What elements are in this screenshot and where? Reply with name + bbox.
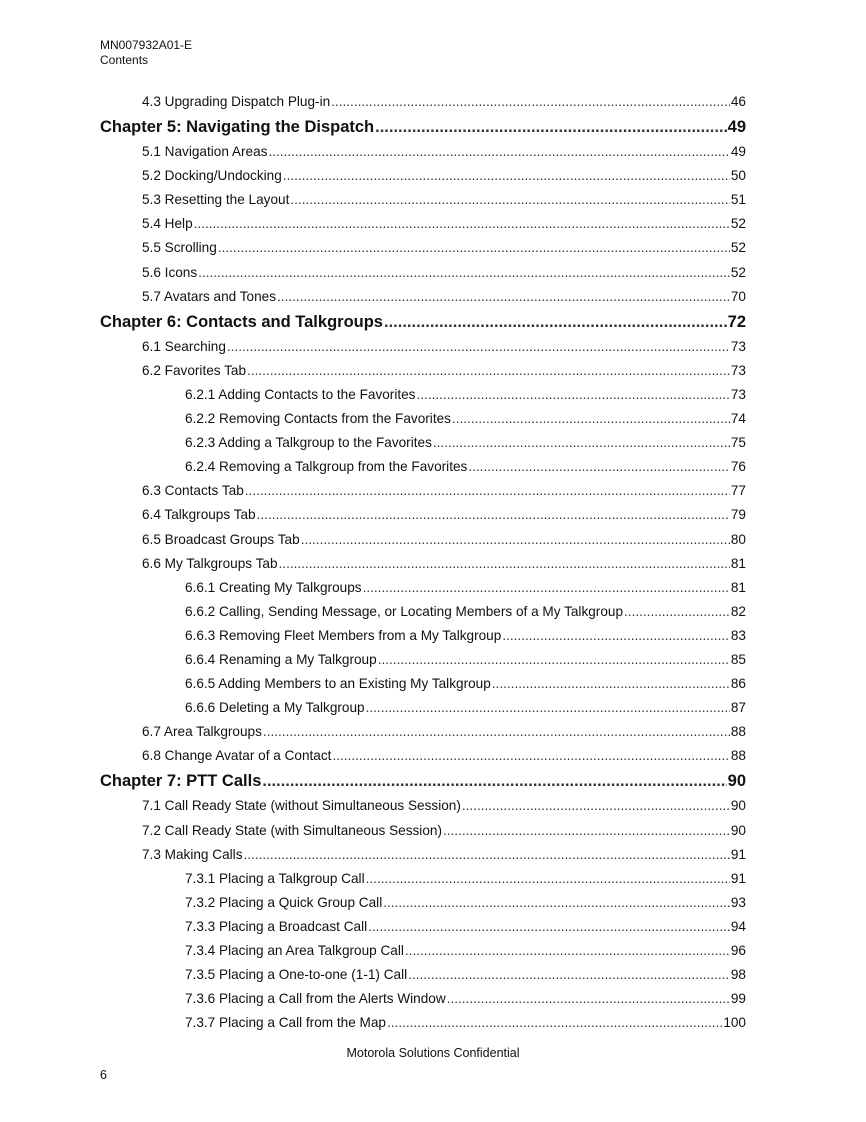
toc-entry-title: 7.3.1 Placing a Talkgroup Call (185, 870, 365, 886)
toc-entry[interactable] (100, 648, 746, 672)
toc-entry[interactable] (100, 552, 746, 576)
toc-entry[interactable] (100, 188, 746, 212)
toc-entry[interactable] (100, 939, 746, 963)
toc-entry[interactable] (100, 383, 746, 407)
toc-entry-page: 87 (730, 700, 746, 716)
toc-entry[interactable] (100, 528, 746, 552)
toc-entry-title: 7.3 Making Calls (142, 846, 243, 862)
dot-leader (384, 309, 727, 335)
dot-leader (452, 407, 730, 431)
toc-entry-page: 88 (730, 724, 746, 740)
toc-entry[interactable] (100, 140, 746, 164)
toc-entry-page: 93 (730, 894, 746, 910)
toc-entry-title: 7.2 Call Ready State (with Simultaneous Session) (142, 822, 442, 838)
toc-entry-title: Chapter 6: Contacts and Talkgroups (100, 312, 383, 331)
toc-entry-page: 72 (727, 312, 746, 331)
toc-entry-page: 85 (730, 651, 746, 667)
dot-leader (368, 915, 730, 939)
toc-entry[interactable] (100, 479, 746, 503)
toc-entry-page: 52 (730, 264, 746, 280)
toc-entry[interactable] (100, 455, 746, 479)
toc-entry-page: 73 (730, 362, 746, 378)
toc-entry-page: 86 (730, 676, 746, 692)
toc-entry[interactable] (100, 212, 746, 236)
dot-leader (257, 503, 730, 527)
toc-entry[interactable] (100, 963, 746, 987)
dot-leader (268, 140, 729, 164)
toc-entry-page: 100 (723, 1015, 746, 1031)
dot-leader (331, 90, 730, 114)
dot-leader (263, 720, 730, 744)
toc-entry[interactable] (100, 1011, 746, 1035)
toc-entry-page: 80 (730, 531, 746, 547)
dot-leader (433, 431, 730, 455)
toc-entry[interactable] (100, 261, 746, 285)
toc-entry-title: 6.2.1 Adding Contacts to the Favorites (185, 386, 416, 402)
toc-entry[interactable] (100, 794, 746, 818)
dot-leader (218, 236, 730, 260)
toc-entry-title: 5.6 Icons (142, 264, 198, 280)
toc-entry-title: 6.5 Broadcast Groups Tab (142, 531, 300, 547)
toc-entry-page: 73 (730, 386, 746, 402)
toc-entry-title: 6.6.1 Creating My Talkgroups (185, 579, 362, 595)
toc-entry-page: 76 (730, 459, 746, 475)
toc-entry-page: 77 (730, 483, 746, 499)
toc-chapter-entry[interactable] (100, 114, 746, 140)
toc-entry[interactable] (100, 987, 746, 1011)
dot-leader (405, 939, 730, 963)
toc-entry-title: 7.3.4 Placing an Area Talkgroup Call (185, 943, 404, 958)
toc-entry[interactable] (100, 359, 746, 383)
dot-leader (492, 672, 730, 696)
toc-entry-title: 6.2.4 Removing a Talkgroup from the Favorites (185, 459, 468, 475)
toc-entry-page: 90 (730, 822, 746, 838)
toc-entry-page: 91 (730, 870, 746, 886)
toc-entry-page: 99 (730, 991, 746, 1007)
toc-entry-title: 6.7 Area Talkgroups (142, 724, 262, 740)
dot-leader (366, 696, 730, 720)
dot-leader (366, 867, 730, 891)
dot-leader (279, 552, 730, 576)
toc-entry-page: 83 (730, 627, 746, 643)
toc-entry[interactable] (100, 696, 746, 720)
toc-entry-title: 6.2 Favorites Tab (142, 362, 247, 378)
toc-entry-page: 96 (730, 943, 746, 958)
dot-leader (387, 1011, 722, 1035)
header-section: Contents (100, 53, 149, 67)
toc-chapter-entry[interactable] (100, 768, 746, 794)
toc-entry-page: 52 (730, 216, 746, 232)
toc-entry[interactable] (100, 819, 746, 843)
toc-entry-title: 6.4 Talkgroups Tab (142, 507, 256, 523)
toc-entry[interactable] (100, 431, 746, 455)
toc-entry-title: 6.3 Contacts Tab (142, 483, 244, 499)
toc-entry-title: 7.3.7 Placing a Call from the Map (185, 1015, 386, 1031)
dot-leader (290, 188, 730, 212)
dot-leader (198, 261, 730, 285)
dot-leader (447, 987, 730, 1011)
toc-entry-title: 5.7 Avatars and Tones (142, 288, 277, 304)
toc-entry-title: 5.3 Resetting the Layout (142, 192, 290, 208)
dot-leader (416, 383, 729, 407)
toc-entry-page: 75 (730, 435, 746, 451)
toc-entry[interactable] (100, 891, 746, 915)
dot-leader (227, 335, 730, 359)
dot-leader (301, 528, 730, 552)
toc-entry-page: 49 (727, 118, 746, 137)
toc-chapter-entry[interactable] (100, 309, 746, 335)
dot-leader (245, 479, 730, 503)
toc-entry[interactable] (100, 624, 746, 648)
toc-entry-title: 5.2 Docking/Undocking (142, 168, 282, 184)
dot-leader (244, 843, 730, 867)
toc-entry-title: Chapter 5: Navigating the Dispatch (100, 118, 375, 137)
toc-entry-page: 79 (730, 507, 746, 523)
toc-entry[interactable] (100, 236, 746, 260)
toc-entry[interactable] (100, 335, 746, 359)
dot-leader (277, 285, 730, 309)
toc-entry-title: 6.8 Change Avatar of a Contact (142, 748, 332, 764)
toc-entry-page: 52 (730, 240, 746, 256)
toc-entry-page: 51 (730, 192, 746, 208)
toc-entry-page: 94 (730, 918, 746, 934)
toc-entry-page: 90 (727, 772, 746, 791)
toc-entry-page: 46 (730, 94, 746, 109)
dot-leader (283, 164, 730, 188)
toc-entry-title: 5.4 Help (142, 216, 193, 232)
toc-entry-page: 81 (730, 579, 746, 595)
dot-leader (443, 819, 730, 843)
toc-entry-page: 90 (730, 798, 746, 814)
toc-entry-title: 6.6.3 Removing Fleet Members from a My Talkgroup (185, 627, 502, 643)
dot-leader (375, 114, 727, 140)
toc-entry-title: 6.2.3 Adding a Talkgroup to the Favorites (185, 435, 432, 451)
dot-leader (262, 768, 726, 794)
dot-leader (462, 794, 730, 818)
toc-entry-page: 50 (730, 168, 746, 184)
table-of-contents (100, 90, 746, 1035)
dot-leader (378, 648, 730, 672)
toc-entry[interactable] (100, 503, 746, 527)
toc-entry[interactable] (100, 744, 746, 768)
toc-entry[interactable] (100, 867, 746, 891)
dot-leader (363, 576, 730, 600)
toc-entry[interactable] (100, 90, 746, 114)
page-header (100, 38, 192, 68)
toc-entry[interactable] (100, 720, 746, 744)
toc-entry-page: 91 (730, 846, 746, 862)
toc-entry-title: 7.1 Call Ready State (without Simultaneous Session) (142, 798, 461, 814)
page-number: 6 (100, 1068, 107, 1082)
toc-entry-page: 82 (730, 603, 746, 619)
toc-entry[interactable] (100, 600, 746, 624)
toc-entry[interactable] (100, 407, 746, 431)
toc-entry-title: 6.6 My Talkgroups Tab (142, 555, 278, 571)
dot-leader (408, 963, 730, 987)
dot-leader (383, 891, 730, 915)
toc-entry[interactable] (100, 576, 746, 600)
toc-entry-title: Chapter 7: PTT Calls (100, 772, 262, 791)
toc-entry[interactable] (100, 164, 746, 188)
toc-entry-title: 5.1 Navigation Areas (142, 144, 268, 160)
dot-leader (468, 455, 730, 479)
toc-entry-title: 6.6.2 Calling, Sending Message, or Locating Members of a My Talkgroup (185, 603, 624, 619)
toc-entry-title: 6.6.6 Deleting a My Talkgroup (185, 700, 365, 716)
toc-entry-page: 81 (730, 555, 746, 571)
toc-entry-page: 98 (730, 967, 746, 983)
toc-entry[interactable] (100, 672, 746, 696)
toc-entry-title: 7.3.3 Placing a Broadcast Call (185, 918, 368, 934)
toc-entry-title: 7.3.5 Placing a One-to-one (1-1) Call (185, 967, 408, 983)
toc-entry-title: 7.3.2 Placing a Quick Group Call (185, 894, 383, 910)
confidential-footer: Motorola Solutions Confidential (346, 1046, 520, 1060)
toc-entry-page: 70 (730, 288, 746, 304)
toc-entry-page: 49 (730, 144, 746, 160)
toc-entry-title: 6.6.5 Adding Members to an Existing My Talkgroup (185, 676, 491, 692)
dot-leader (624, 600, 730, 624)
toc-entry-title: 6.1 Searching (142, 338, 226, 354)
dot-leader (332, 744, 729, 768)
toc-entry-page: 88 (730, 748, 746, 764)
dot-leader (247, 359, 730, 383)
toc-entry-title: 5.5 Scrolling (142, 240, 217, 256)
dot-leader (194, 212, 730, 236)
dot-leader (502, 624, 730, 648)
toc-entry-title: 6.6.4 Renaming a My Talkgroup (185, 651, 377, 667)
toc-entry-title: 6.2.2 Removing Contacts from the Favorites (185, 411, 451, 427)
toc-entry-page: 74 (730, 411, 746, 427)
document-id: MN007932A01-E (100, 38, 193, 52)
toc-entry-title: 4.3 Upgrading Dispatch Plug-in (142, 94, 331, 109)
toc-entry-page: 73 (730, 338, 746, 354)
toc-entry[interactable] (100, 843, 746, 867)
toc-entry[interactable] (100, 285, 746, 309)
toc-entry-title: 7.3.6 Placing a Call from the Alerts Window (185, 991, 446, 1007)
toc-entry[interactable] (100, 915, 746, 939)
